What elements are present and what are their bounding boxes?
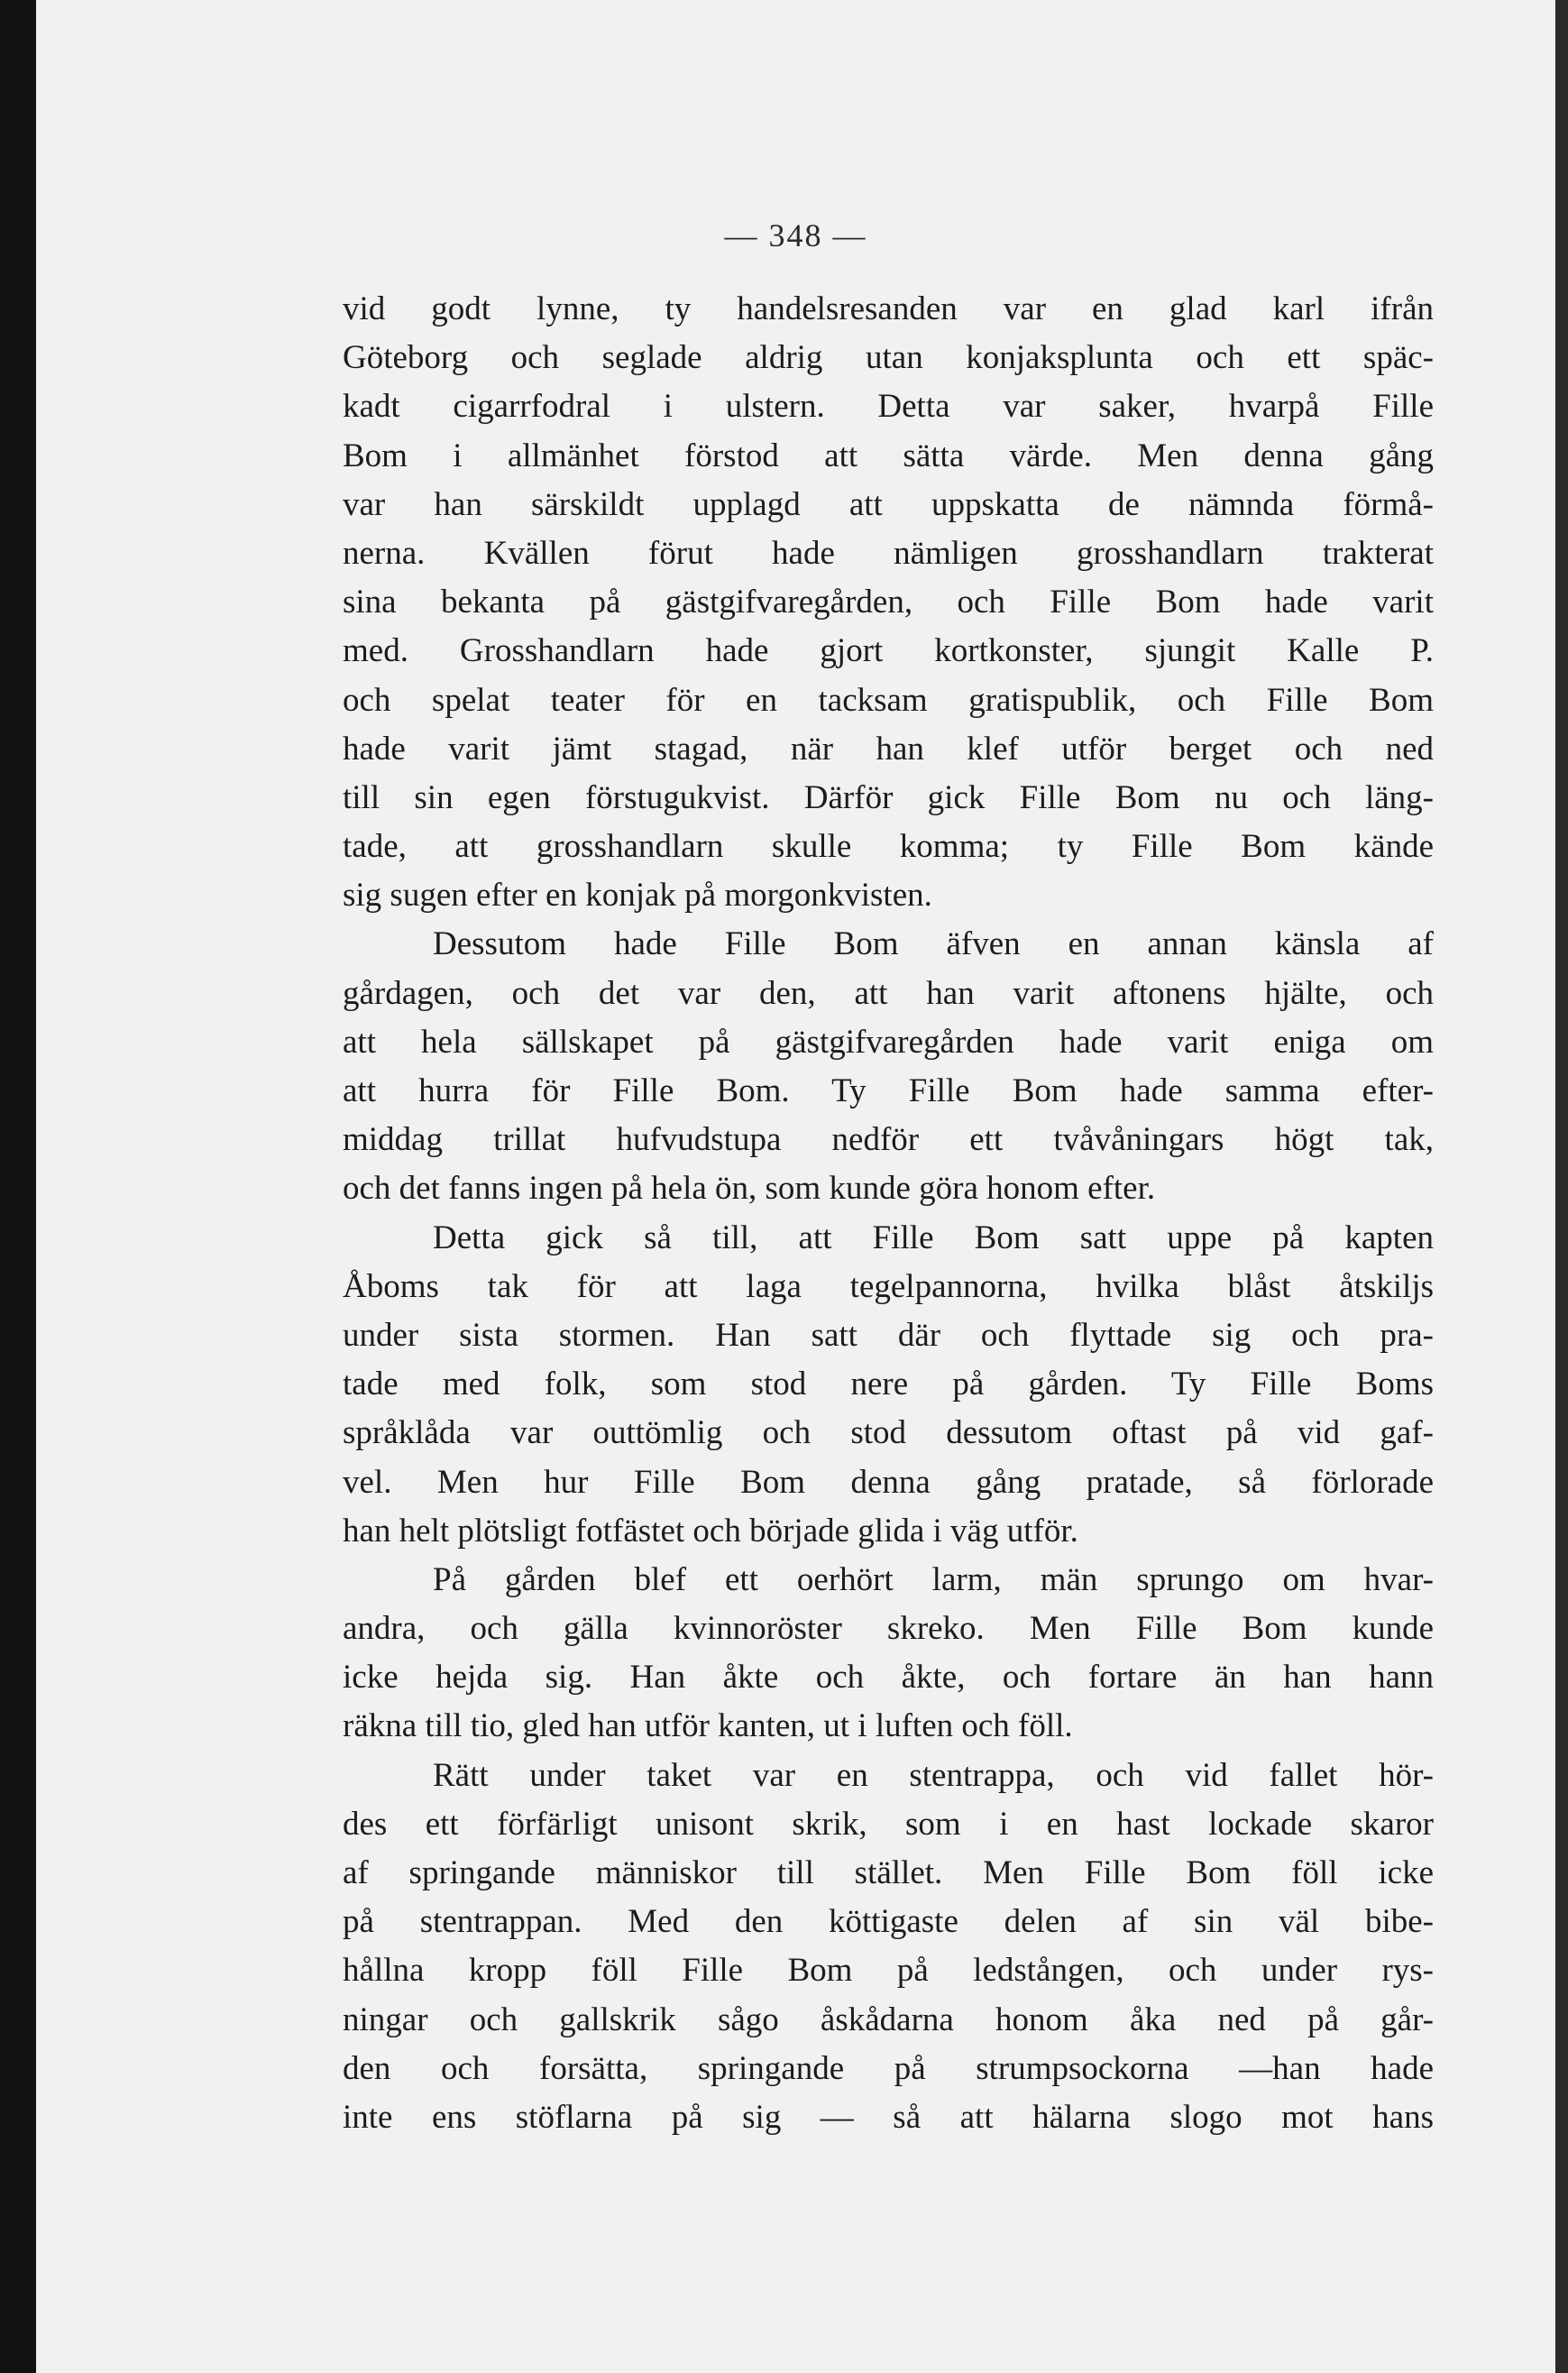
text-line: att hela sällskapet på gästgifvaregården hade varit eniga om — [343, 1023, 1434, 1061]
text-line: under sista stormen. Han satt där och flyttade sig och pra- — [343, 1316, 1434, 1354]
text-line: middag trillat hufvudstupa nedför ett tvåvåningars högt tak, — [343, 1121, 1434, 1159]
text-line: sina bekanta på gästgifvaregården, och Fille Bom hade varit — [343, 584, 1434, 621]
book-page — [36, 0, 1555, 2373]
text-line: att hurra för Fille Bom. Ty Fille Bom hade samma efter- — [343, 1072, 1434, 1109]
page-number: — 348 — — [724, 217, 867, 253]
text-line: tade, att grosshandlarn skulle komma; ty Fille Bom kände — [343, 828, 1434, 866]
scan-right-border — [1555, 0, 1568, 2373]
text-line: till sin egen förstugukvist. Därför gick Fille Bom nu och läng- — [343, 778, 1434, 816]
text-line: räkna till tio, gled han utför kanten, ut i luften och föll. — [343, 1707, 1073, 1745]
text-line: inte ens stöflarna på sig — så att hälarna slogo mot hans — [343, 2098, 1434, 2136]
text-line: Göteborg och seglade aldrig utan konjaksplunta och ett späc- — [343, 339, 1434, 377]
text-line: han helt plötsligt fotfästet och började glida i väg utför. — [343, 1512, 1078, 1550]
text-line: Dessutom hade Fille Bom äfven en annan känsla af — [433, 925, 1434, 963]
text-line: På gården blef ett oerhört larm, män sprungo om hvar- — [433, 1560, 1434, 1598]
text-line: gårdagen, och det var den, att han varit aftonens hjälte, och — [343, 974, 1434, 1012]
text-line: des ett förfärligt unisont skrik, som i en hast lockade skaror — [343, 1805, 1434, 1843]
body-text — [343, 285, 1434, 2142]
text-line: var han särskildt upplagd att uppskatta de nämnda förmå- — [343, 485, 1434, 523]
text-line: tade med folk, som stod nere på gården. Ty Fille Boms — [343, 1366, 1434, 1403]
text-line: af springande människor till stället. Men Fille Bom föll icke — [343, 1854, 1434, 1891]
text-line: Bom i allmänhet förstod att sätta värde. Men denna gång — [343, 437, 1434, 474]
text-line: språklåda var outtömlig och stod dessutom oftast på vid gaf- — [343, 1414, 1434, 1452]
text-line: Rätt under taket var en stentrappa, och vid fallet hör- — [433, 1756, 1434, 1794]
text-line: kadt cigarrfodral i ulstern. Detta var saker, hvarpå Fille — [343, 388, 1434, 426]
text-line: hållna kropp föll Fille Bom på ledstången, och under rys- — [343, 1952, 1434, 1990]
text-line: nerna. Kvällen förut hade nämligen grosshandlarn trakterat — [343, 534, 1434, 572]
scan-left-border — [0, 0, 36, 2373]
text-line: Åboms tak för att laga tegelpannorna, hvilka blåst åtskiljs — [343, 1267, 1434, 1305]
text-line: hade varit jämt stagad, när han klef utför berget och ned — [343, 730, 1434, 768]
text-line: sig sugen efter en konjak på morgonkvisten. — [343, 877, 932, 915]
text-line: med. Grosshandlarn hade gjort kortkonster, sjungit Kalle P. — [343, 632, 1434, 670]
text-line: ningar och gallskrik sågo åskådarna honom åka ned på går- — [343, 2000, 1434, 2038]
text-line: icke hejda sig. Han åkte och åkte, och fortare än han hann — [343, 1659, 1434, 1697]
text-line: andra, och gälla kvinnoröster skreko. Men Fille Bom kunde — [343, 1610, 1434, 1648]
text-line: den och forsätta, springande på strumpsockorna —han hade — [343, 2049, 1434, 2087]
text-line: vel. Men hur Fille Bom denna gång pratade, så förlorade — [343, 1463, 1434, 1501]
text-line: på stentrappan. Med den köttigaste delen af sin väl bibe- — [343, 1903, 1434, 1941]
text-line: Detta gick så till, att Fille Bom satt uppe på kapten — [433, 1219, 1434, 1256]
text-line: och spelat teater för en tacksam gratispublik, och Fille Bom — [343, 681, 1434, 719]
text-line: vid godt lynne, ty handelsresanden var en glad karl ifrån — [343, 290, 1434, 327]
text-line: och det fanns ingen på hela ön, som kunde göra honom efter. — [343, 1170, 1156, 1208]
